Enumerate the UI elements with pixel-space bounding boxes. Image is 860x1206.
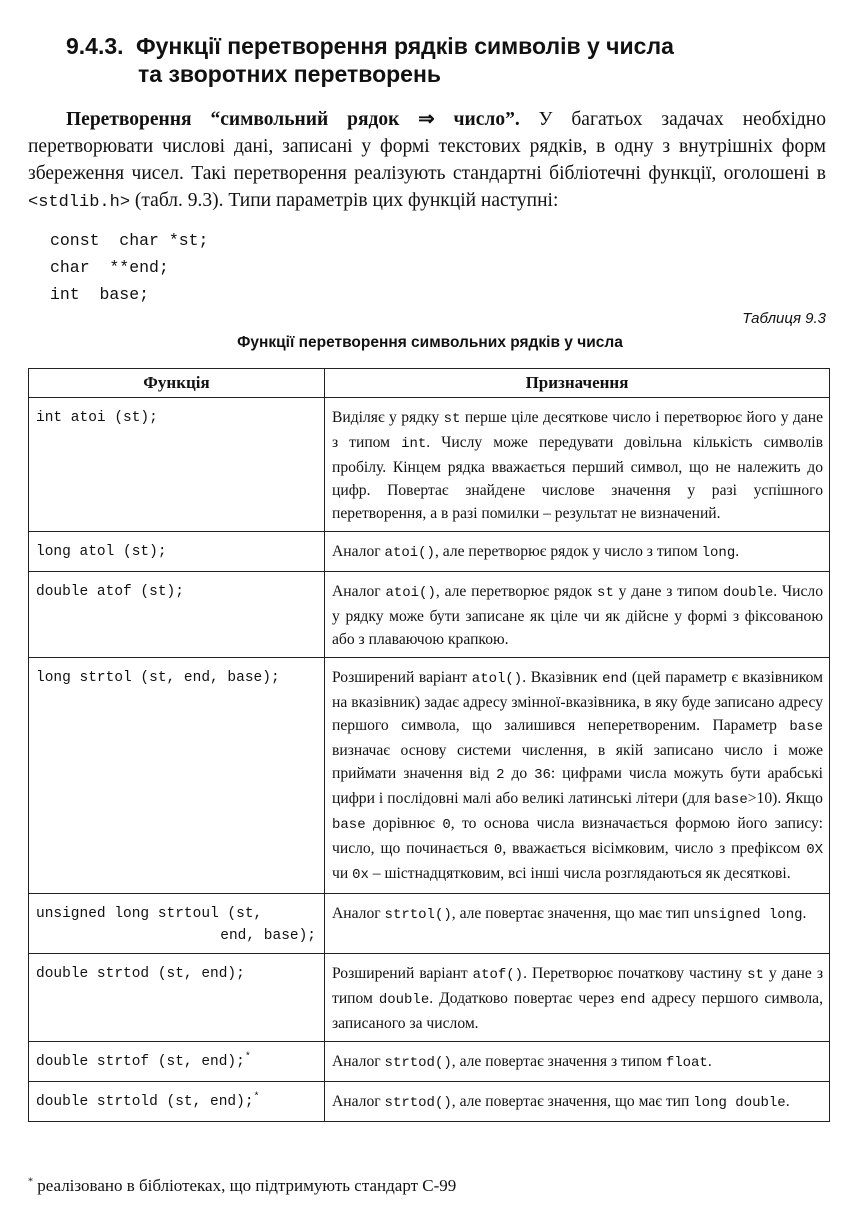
column-header-purpose: Призначення <box>325 369 830 398</box>
description-text: Розширений варіант <box>332 965 473 982</box>
footnote-marker: * <box>253 1092 260 1104</box>
footnote-marker: * <box>28 1176 33 1188</box>
description-text: чи <box>332 865 353 882</box>
table-header-row <box>29 369 830 398</box>
description-text: дорівнює <box>365 815 443 832</box>
description-text: . Додатково повертає через <box>429 990 621 1007</box>
code-block <box>50 227 208 308</box>
table-caption: Таблиця 9.3 <box>742 310 826 327</box>
column-header-function: Функція <box>29 369 325 398</box>
table-row <box>29 1082 830 1122</box>
code-fragment: 2 <box>496 767 505 783</box>
description-text: Розширений варіант <box>332 669 472 686</box>
function-signature-cell <box>29 1042 325 1082</box>
description-text: . <box>802 905 807 922</box>
code-fragment: base <box>332 817 366 833</box>
function-signature: unsigned long strtoul (st, <box>36 906 263 922</box>
function-signature-continuation: end, base); <box>220 928 316 944</box>
function-signature: long strtol (st, end, base); <box>36 670 280 686</box>
footnote <box>28 1176 456 1196</box>
table-title: Функції перетворення символьних рядків у числа <box>237 334 623 351</box>
description-text: . <box>707 1053 712 1070</box>
table-row <box>29 1042 830 1082</box>
functions-table <box>28 368 830 1122</box>
function-signature-cell <box>29 1082 325 1122</box>
function-signature-cell <box>29 532 325 572</box>
code-fragment: base <box>789 719 823 735</box>
description-text: перше ціле десяткове число і перетворює його у дане з типом <box>332 409 823 451</box>
function-signature-cell <box>29 658 325 894</box>
description-text: у дане з типом <box>332 965 823 1007</box>
code-fragment: 0 <box>493 842 503 858</box>
code-fragment: 0x <box>352 867 369 883</box>
description-text: у дане з типом <box>613 583 723 600</box>
table-row <box>29 954 830 1042</box>
description-text: Аналог <box>332 583 386 600</box>
code-fragment: double <box>722 585 774 601</box>
footnote-marker: * <box>244 1052 251 1064</box>
code-fragment: strtod() <box>384 1055 452 1071</box>
code-fragment: st <box>597 585 614 601</box>
code-fragment: long double <box>693 1095 786 1111</box>
function-signature: double strtod (st, end); <box>36 966 245 982</box>
code-fragment: 0X <box>806 842 823 858</box>
description-text: Виділяє у рядку <box>332 409 444 426</box>
code-fragment: 0 <box>442 817 451 833</box>
function-description-cell <box>325 954 830 1042</box>
intro-text-2: (табл. 9.3). Типи параметрів цих функцій наступні: <box>130 190 559 211</box>
code-fragment: unsigned long <box>693 907 803 923</box>
function-signature-cell <box>29 572 325 658</box>
description-text: , але повертає значення з типом <box>451 1053 666 1070</box>
code-line: int base; <box>50 285 150 304</box>
code-fragment: end <box>620 992 646 1008</box>
code-fragment: st <box>747 967 764 983</box>
intro-header-name: <stdlib.h> <box>28 193 131 212</box>
description-text: (цей параметр є вказівником на вказівник) задає адресу змінної-вказівника, в яку буде записано адресу першого символа, що залишився неперетвореним. Параметр <box>332 669 823 734</box>
function-description-cell <box>325 572 830 658</box>
code-fragment: atoi() <box>385 585 436 601</box>
description-text: , але повертає значення, що має тип <box>451 1093 694 1110</box>
code-fragment: base <box>714 792 748 808</box>
code-fragment: int <box>401 436 427 452</box>
description-text: >10). Якщо <box>747 790 823 807</box>
description-text: . <box>735 543 740 560</box>
description-text: Аналог <box>332 543 385 560</box>
function-signature-cell <box>29 398 325 532</box>
intro-paragraph <box>28 106 826 216</box>
code-fragment: atol() <box>471 671 523 687</box>
description-text: . <box>785 1093 790 1110</box>
description-text: : цифрами числа можуть бути арабські цифри і послідовні малі або великі латинські літери (для <box>332 765 824 807</box>
function-signature: double strtof (st, end); <box>36 1054 245 1070</box>
description-text: . Вказівник <box>522 669 603 686</box>
code-fragment: st <box>443 411 461 427</box>
section-number: 9.4.3. <box>66 33 124 59</box>
table-row <box>29 572 830 658</box>
description-text: Аналог <box>332 1053 385 1070</box>
description-text: – шістнадцятковим, всі інші числа розглядаються як десяткові. <box>368 865 791 882</box>
table-row <box>29 658 830 894</box>
code-fragment: atof() <box>472 967 524 983</box>
code-fragment: atoi() <box>384 545 435 561</box>
function-signature: int atoi (st); <box>36 410 158 426</box>
description-text: , але повертає значення, що має тип <box>451 905 694 922</box>
code-line: char **end; <box>50 258 169 277</box>
description-text: визначає основу системи числення, в якій записано число і може приймати значення від <box>332 742 823 782</box>
code-fragment: long <box>701 545 736 561</box>
table-body <box>29 398 830 1122</box>
section-title <box>66 32 826 88</box>
function-signature: double strtold (st, end); <box>36 1094 254 1110</box>
function-description-cell <box>325 1082 830 1122</box>
function-signature: long atol (st); <box>36 544 167 560</box>
table-row <box>29 398 830 532</box>
description-text: , то основа числа визначається формою його запису: число, що починається <box>332 815 823 857</box>
description-text: до <box>504 765 535 782</box>
function-signature-cell <box>29 894 325 954</box>
description-text: , але перетворює рядок <box>435 583 598 600</box>
table-row <box>29 894 830 954</box>
function-description-cell <box>325 1042 830 1082</box>
description-text: Аналог <box>332 905 385 922</box>
function-description-cell <box>325 894 830 954</box>
description-text: , але перетворює рядок у число з типом <box>434 543 702 560</box>
code-fragment: float <box>665 1055 708 1071</box>
code-fragment: double <box>378 992 430 1008</box>
code-fragment: end <box>602 671 628 687</box>
description-text: . Число у рядку може бути записане як ціле чи як дійсне у формі з фіксованою або з плаваючою крапкою. <box>332 583 823 648</box>
function-signature: double atof (st); <box>36 584 184 600</box>
section-title-line2: та зворотних перетворень <box>138 61 442 87</box>
intro-bold-lead: Перетворення “символьний рядок ⇒ число”. <box>66 109 520 130</box>
code-fragment: strtol() <box>384 907 452 923</box>
function-description-cell <box>325 658 830 894</box>
description-text: . Числу може передувати довільна кількість символів пробілу. Кінцем рядка вважається перший символ, що не належить до цифр. Повертає знайдене числове значення у разі успішного перетворення, а в разі помилки – результат не визначений. <box>332 434 823 522</box>
function-signature-cell <box>29 954 325 1042</box>
description-text: , вважається вісімковим, число з префіксом <box>502 840 807 857</box>
footnote-text: реалізовано в бібліотеках, що підтримують стандарт С-99 <box>33 1176 457 1195</box>
function-description-cell <box>325 532 830 572</box>
description-text: Аналог <box>332 1093 385 1110</box>
section-title-line1: Функції перетворення рядків символів у числа <box>136 33 674 59</box>
code-fragment: strtod() <box>384 1095 452 1111</box>
function-description-cell <box>325 398 830 532</box>
description-text: адресу першого символа, записаного за числом. <box>332 990 823 1032</box>
code-line: const char *st; <box>50 231 209 250</box>
code-fragment: 36 <box>534 767 551 783</box>
table-row <box>29 532 830 572</box>
intro-text-1: У багатьох задачах необхідно перетворювати числові дані, записані у формі текстових рядків, в одну з внутрішніх форм збереження чисел. Такі перетворення реалізують стандартні бібліотечні функції, оголошені в <box>28 109 826 184</box>
description-text: . Перетворює початкову частину <box>523 965 748 982</box>
